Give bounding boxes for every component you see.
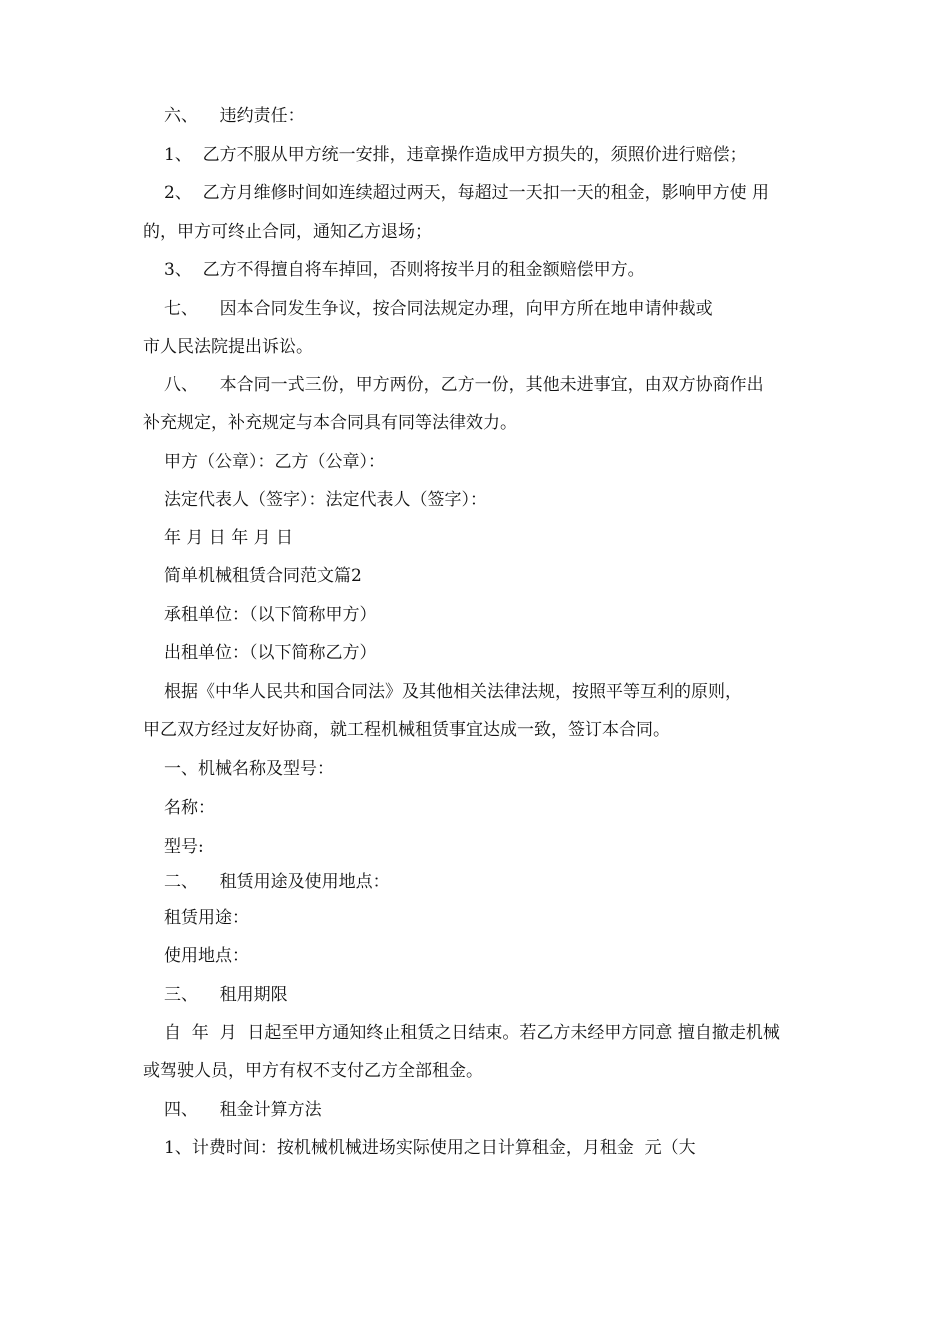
- clause-6-1: 1、 乙方不服从甲方统一安排，违章操作造成甲方损失的，须照价进行赔偿；: [164, 145, 747, 165]
- location-field: 使用地点：: [164, 946, 249, 966]
- term-text: 自 年 月 日起至甲方通知终止租赁之日结束。若乙方未经甲方同意 擅自撤走机械: [164, 1023, 780, 1043]
- section-7-text: 七、 因本合同发生争议，按合同法规定办理，向甲方所在地申请仲裁或: [164, 299, 713, 319]
- section-6-heading: 六、 违约责任：: [164, 106, 305, 126]
- clause-6-2: 2、 乙方月维修时间如连续超过两天，每超过一天扣一天的租金，影响甲方使 用: [164, 183, 770, 203]
- section-8-text: 八、 本合同一式三份，甲方两份，乙方一份，其他未进事宜，由双方协商作出: [164, 375, 764, 395]
- seal-line: 甲方（公章）：乙方（公章）：: [164, 452, 385, 472]
- clause-6-2-cont: 的，甲方可终止合同，通知乙方退场；: [143, 222, 432, 242]
- lessor-line: 出租单位：（以下简称乙方）: [164, 643, 377, 663]
- name-field: 名称：: [164, 798, 215, 818]
- preamble-text: 根据《中华人民共和国合同法》及其他相关法律法规，按照平等互利的原则，: [164, 682, 742, 702]
- preamble-text-cont: 甲乙双方经过友好协商，就工程机械租赁事宜达成一致，签订本合同。: [143, 720, 670, 740]
- machine-name-heading: 一、机械名称及型号：: [164, 759, 334, 779]
- date-line: 年 月 日 年 月 日: [164, 528, 294, 548]
- usage-field: 租赁用途：: [164, 908, 249, 928]
- lessee-line: 承租单位：（以下简称甲方）: [164, 605, 377, 625]
- term-heading: 三、 租用期限: [164, 985, 288, 1005]
- usage-location-heading: 二、 租赁用途及使用地点：: [164, 872, 390, 892]
- section-8-text-cont: 补充规定，补充规定与本合同具有同等法律效力。: [143, 413, 517, 433]
- model-field: 型号:: [164, 837, 204, 857]
- contract-2-title: 简单机械租赁合同范文篇2: [164, 566, 362, 586]
- rent-calc-heading: 四、 租金计算方法: [164, 1100, 322, 1120]
- term-text-cont: 或驾驶人员，甲方有权不支付乙方全部租金。: [143, 1061, 483, 1081]
- clause-6-3: 3、 乙方不得擅自将车掉回，否则将按半月的租金额赔偿甲方。: [164, 260, 645, 280]
- billing-time-text: 1、计费时间：按机械机械进场实际使用之日计算租金，月租金 元（大: [164, 1138, 696, 1158]
- representative-line: 法定代表人（签字）：法定代表人（签字）：: [164, 490, 487, 510]
- section-7-text-cont: 市人民法院提出诉讼。: [143, 337, 313, 357]
